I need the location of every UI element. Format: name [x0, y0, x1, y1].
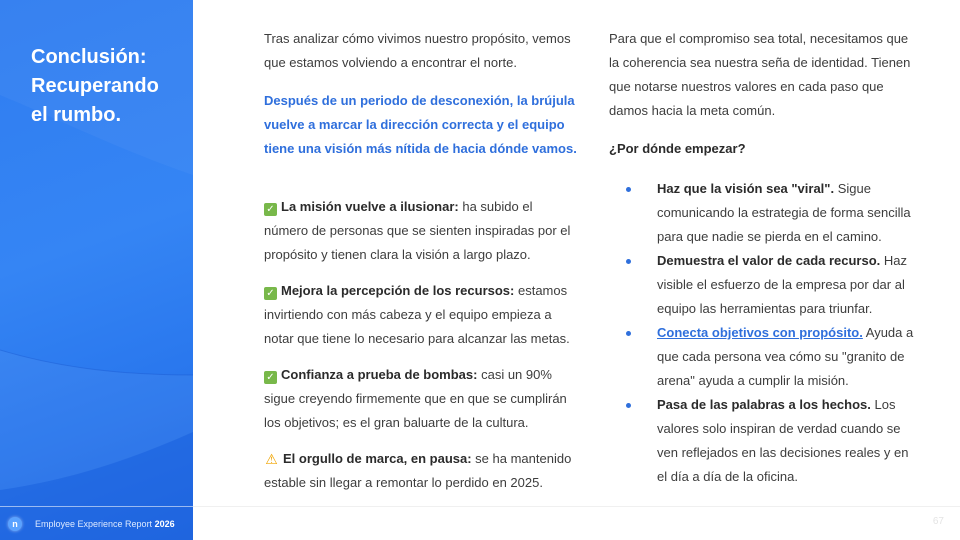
- finding-text: casi un 90% sigue creyendo firmemente que en que se cumplirán los objetivos; es el gran baluarte de la cultura.: [264, 367, 567, 430]
- action-list: [609, 177, 919, 489]
- bullet-icon: [626, 331, 631, 336]
- bullet-icon: [626, 403, 631, 408]
- list-item: [609, 249, 919, 321]
- footer-divider: [193, 506, 960, 507]
- bullet-icon: [626, 187, 631, 192]
- bullet-title: Demuestra el valor de cada recurso.: [657, 253, 881, 268]
- intro-paragraph: Tras analizar cómo vivimos nuestro propósito, vemos que estamos volviendo a encontrar el norte.: [264, 31, 571, 70]
- finding-text: ha subido el número de personas que se sienten inspiradas por el propósito y tienen clara la visión a largo plazo.: [264, 199, 571, 262]
- page-number: 67: [932, 516, 944, 527]
- brand-logo-icon: n: [8, 517, 22, 531]
- right-content-column: [609, 27, 919, 489]
- list-item: [609, 321, 919, 393]
- finding-title: La misión vuelve a ilusionar:: [281, 199, 459, 214]
- finding-item: [264, 279, 579, 351]
- list-item: [609, 177, 919, 249]
- check-icon: ✓: [264, 203, 277, 216]
- finding-item: [264, 195, 579, 267]
- finding-title: Confianza a prueba de bombas:: [281, 367, 478, 382]
- section-subheading: ¿Por dónde empezar?: [609, 141, 746, 156]
- finding-title: El orgullo de marca, en pausa:: [283, 451, 472, 466]
- left-content-column: [264, 27, 579, 507]
- bullet-text: Ayuda a que cada persona vea cómo su "granito de arena" ayuda a cumplir la misión.: [657, 325, 914, 388]
- warning-icon: ⚠: [265, 451, 278, 467]
- intro-paragraph: Para que el compromiso sea total, necesitamos que la coherencia sea nuestra seña de identidad. Tienen que notarse nuestros valores en cada paso que damos hacia la meta común.: [609, 31, 911, 118]
- bullet-title: Haz que la visión sea "viral".: [657, 181, 835, 196]
- finding-title: Mejora la percepción de los recursos:: [281, 283, 515, 298]
- bullet-text: Los valores solo inspiran de verdad cuando se ven reflejados en las decisiones reales y en el día a día de la oficina.: [657, 397, 909, 484]
- check-icon: ✓: [264, 287, 277, 300]
- bullet-title: Pasa de las palabras a los hechos.: [657, 397, 871, 412]
- connect-objectives-link[interactable]: Conecta objetivos con propósito.: [657, 325, 863, 340]
- check-icon: ✓: [264, 371, 277, 384]
- bullet-text: Haz visible el esfuerzo de la empresa por dar al equipo las herramientas para triunfar.: [657, 253, 908, 316]
- finding-item: [264, 363, 579, 435]
- report-label: Employee Experience Report 2026: [35, 519, 175, 529]
- sidebar-panel: [0, 0, 193, 540]
- finding-item: [264, 447, 579, 495]
- sidebar-footer: [0, 506, 193, 540]
- list-item: [609, 393, 919, 489]
- finding-text: se ha mantenido estable sin llegar a remontar lo perdido en 2025.: [264, 451, 572, 490]
- report-year: 2026: [154, 519, 175, 529]
- page-title: Conclusión: Recuperando el rumbo.: [31, 46, 159, 126]
- finding-text: estamos invirtiendo con más cabeza y el equipo empieza a notar que tiene lo necesario para alcanzar las metas.: [264, 283, 570, 346]
- highlight-paragraph: Después de un periodo de desconexión, la brújula vuelve a marcar la dirección correcta y el equipo tiene una visión más nítida de hacia dónde vamos.: [264, 93, 577, 156]
- bullet-icon: [626, 259, 631, 264]
- bullet-text: Sigue comunicando la estrategia de forma sencilla para que nadie se pierda en el camino.: [657, 181, 911, 244]
